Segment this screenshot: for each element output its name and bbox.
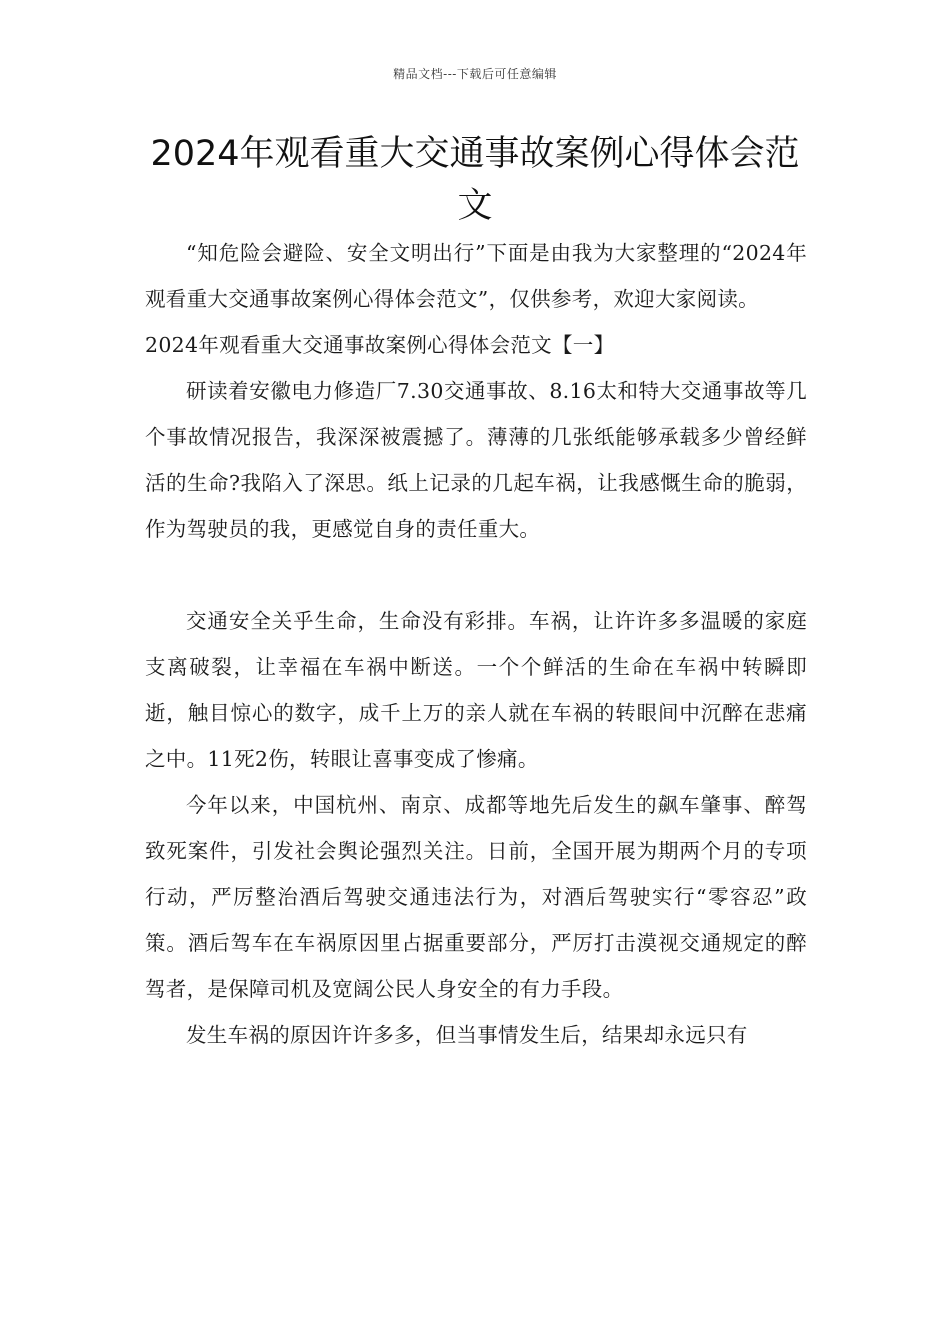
- header-note: 精品文档---下载后可任意编辑: [393, 67, 557, 81]
- document-title: 2024年观看重大交通事故案例心得体会范文: [150, 134, 800, 226]
- body-paragraph: 今年以来，中国杭州、南京、成都等地先后发生的飙车肇事、醉驾致死案件，引发社会舆论强烈关注。日前，全国开展为期两个月的专项行动，严厉整治酒后驾驶交通违法行为，对酒后驾驶实行“零容忍”政策。酒后驾车在车祸原因里占据重要部分，严厉打击漠视交通规定的醉驾者，是保障司机及宽阔公民人身安全的有力手段。: [145, 793, 807, 1001]
- body-paragraph: 交通安全关乎生命，生命没有彩排。车祸，让许许多多温暖的家庭支离破裂，让幸福在车祸中断送。一个个鲜活的生命在车祸中转瞬即逝，触目惊心的数字，成千上万的亲人就在车祸的转眼间中沉醉在悲痛之中。11死2伤，转眼让喜事变成了惨痛。: [145, 609, 807, 771]
- section-heading: 2024年观看重大交通事故案例心得体会范文【一】: [145, 333, 615, 357]
- document-body: [145, 230, 807, 1058]
- body-paragraph: 研读着安徽电力修造厂7.30交通事故、8.16太和特大交通事故等几个事故情况报告，我深深被震撼了。薄薄的几张纸能够承载多少曾经鲜活的生命?我陷入了深思。纸上记录的几起车祸，让我感慨生命的脆弱，作为驾驶员的我，更感觉自身的责任重大。: [145, 379, 807, 541]
- paragraph-gap: [145, 552, 807, 598]
- body-paragraph: 发生车祸的原因许许多多，但当事情发生后，结果却永远只有: [186, 1023, 748, 1047]
- intro-paragraph: “知危险会避险、安全文明出行”下面是由我为大家整理的“2024年观看重大交通事故案例心得体会范文”，仅供参考，欢迎大家阅读。: [145, 241, 807, 311]
